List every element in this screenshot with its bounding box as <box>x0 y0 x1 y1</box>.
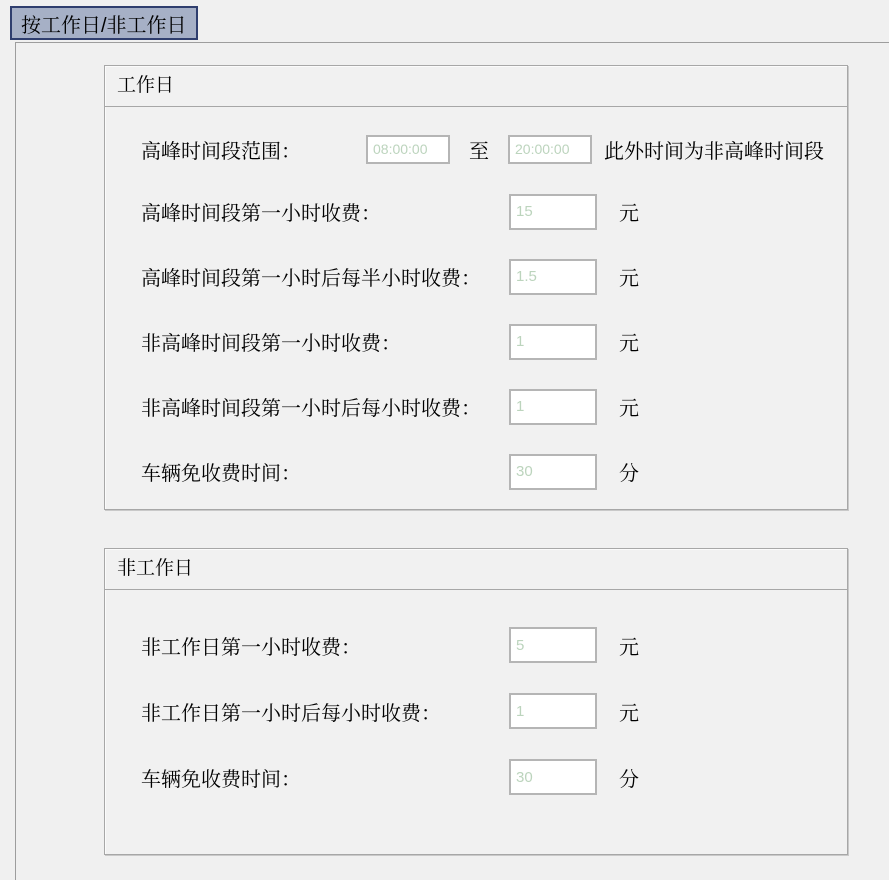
field-label: 高峰时间段第一小时收费： <box>141 203 381 225</box>
groupbox-non-workday-title: 非工作日 <box>105 549 847 590</box>
nonworkday-free-time-input[interactable] <box>509 759 597 795</box>
field-label: 车辆免收费时间： <box>141 463 301 485</box>
field-label: 非工作日第一小时后每小时收费： <box>141 702 441 725</box>
peak-end-time-input[interactable] <box>508 135 592 164</box>
peak-half-hour-fee-input[interactable] <box>509 259 597 295</box>
peak-first-hour-fee-input[interactable] <box>509 194 597 230</box>
unit-label: 元 <box>619 636 639 659</box>
form-row-offpeak-first-hour <box>105 309 847 374</box>
field-label: 非高峰时间段第一小时收费： <box>141 333 401 355</box>
free-time-input[interactable] <box>509 454 597 490</box>
nonworkday-hourly-fee-input[interactable] <box>509 693 597 729</box>
tab-content-panel <box>15 42 889 880</box>
unit-label: 元 <box>619 333 639 355</box>
unit-label: 分 <box>619 768 639 791</box>
form-row-nonworkday-free-time <box>105 744 847 810</box>
field-label: 非工作日第一小时收费： <box>141 636 361 659</box>
form-row-free-time <box>105 439 847 504</box>
groupbox-non-workday <box>104 548 848 855</box>
form-row-offpeak-hourly <box>105 374 847 439</box>
tab-label: 按工作日/非工作日 <box>21 14 187 37</box>
nonworkday-first-hour-fee-input[interactable] <box>509 627 597 663</box>
offpeak-first-hour-fee-input[interactable] <box>509 324 597 360</box>
groupbox-workday <box>104 65 848 510</box>
field-label: 非高峰时间段第一小时后每小时收费： <box>141 398 481 420</box>
unit-label: 元 <box>619 268 639 290</box>
form-row-peak-first-hour <box>105 179 847 244</box>
form-row-peak-range <box>105 119 847 179</box>
unit-label: 分 <box>619 463 639 485</box>
range-to-label: 至 <box>469 140 489 163</box>
unit-label: 元 <box>619 398 639 420</box>
groupbox-workday-title: 工作日 <box>105 66 847 107</box>
offpeak-hourly-fee-input[interactable] <box>509 389 597 425</box>
field-label: 高峰时间段范围： <box>141 140 301 163</box>
tab-workday-nonworkday[interactable] <box>10 6 198 40</box>
field-label: 高峰时间段第一小时后每半小时收费： <box>141 268 481 290</box>
peak-range-note: 此外时间为非高峰时间段 <box>604 140 824 163</box>
form-row-nonworkday-first-hour <box>105 612 847 678</box>
field-label: 车辆免收费时间： <box>141 768 301 791</box>
form-row-nonworkday-hourly <box>105 678 847 744</box>
form-row-peak-half-hour <box>105 244 847 309</box>
unit-label: 元 <box>619 702 639 725</box>
peak-start-time-input[interactable] <box>366 135 450 164</box>
unit-label: 元 <box>619 203 639 225</box>
